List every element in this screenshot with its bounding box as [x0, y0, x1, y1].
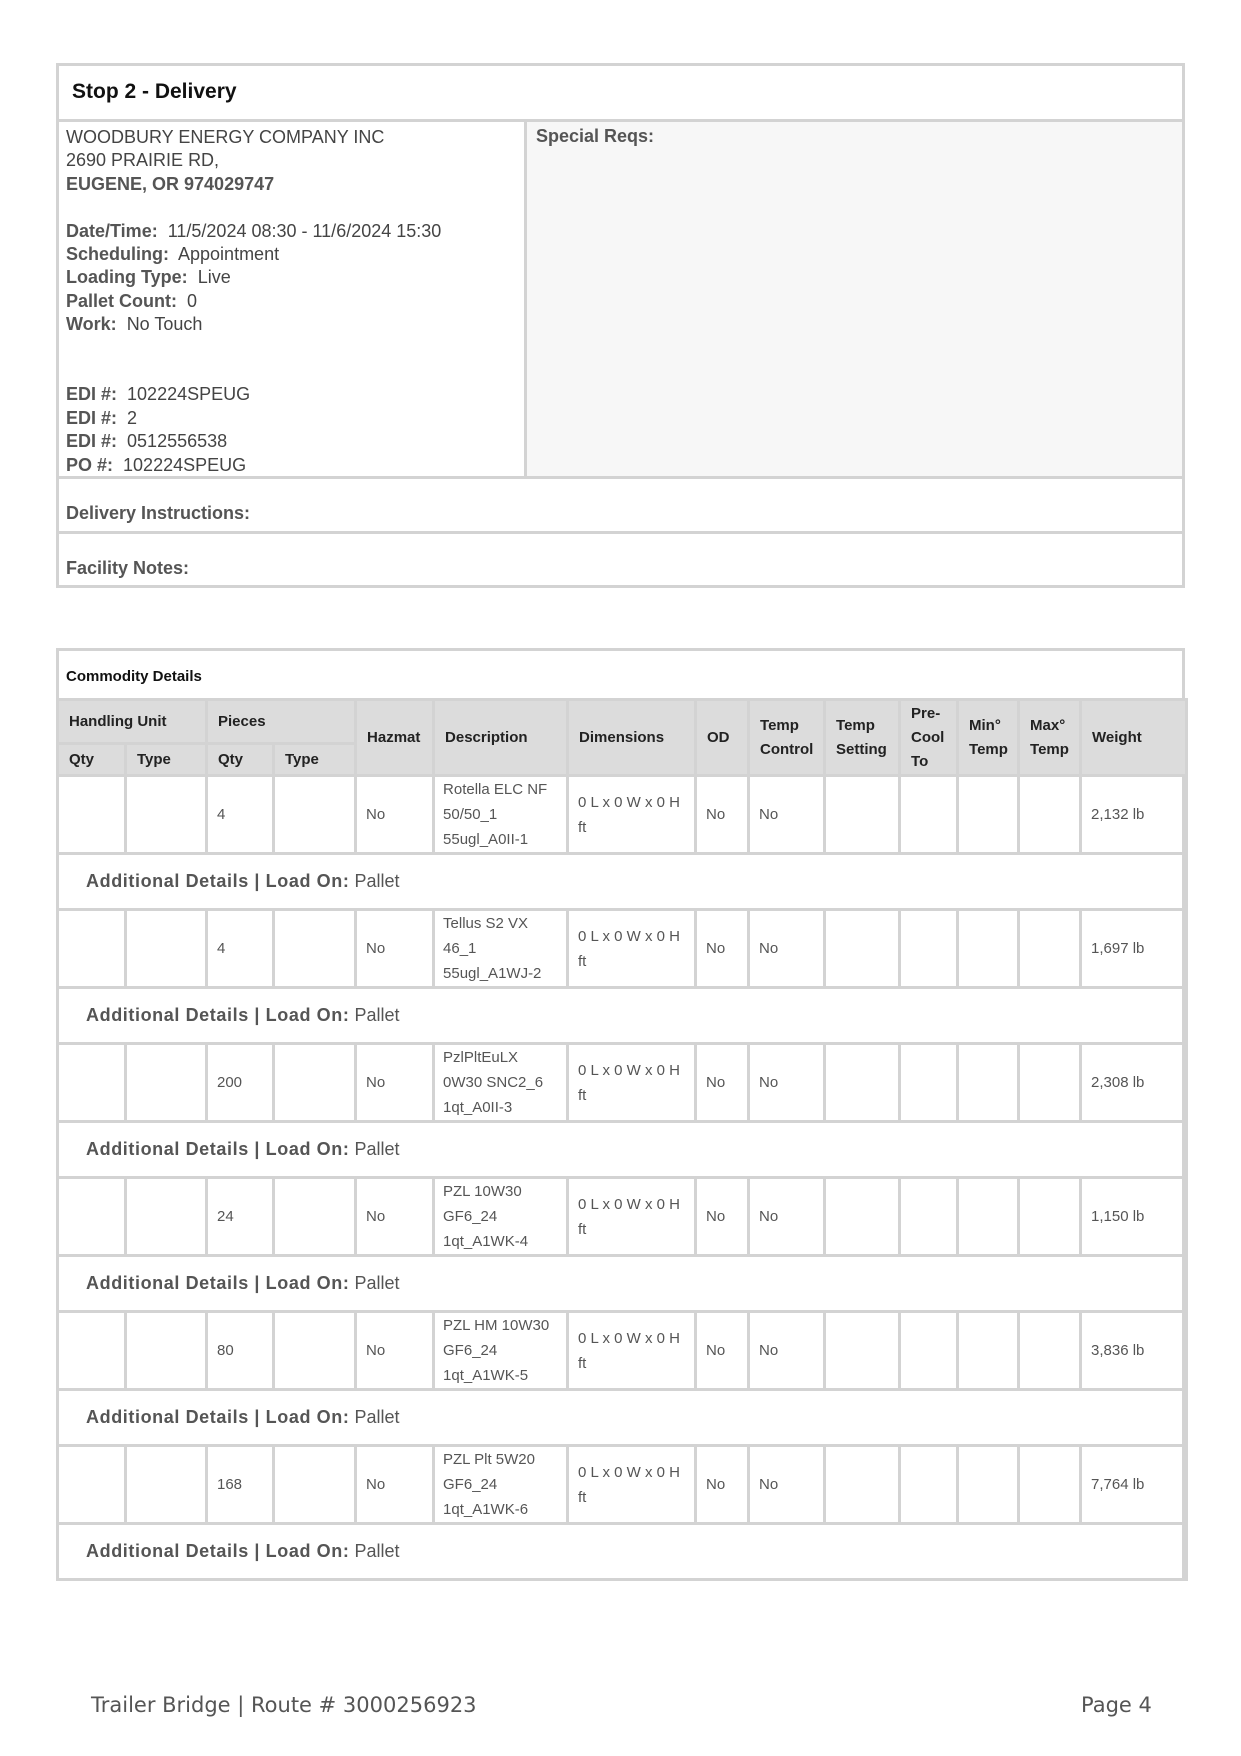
weight-cell: 2,132 lb [1081, 776, 1187, 854]
header-description: Description [434, 700, 568, 776]
hazmat-cell: No [356, 910, 434, 988]
additional-details-row [58, 1122, 1187, 1178]
pieces-qty-cell: 24 [207, 1178, 274, 1256]
temp-control-cell: No [749, 1312, 825, 1390]
edi-row: EDI #: 2 [66, 407, 138, 428]
header-pieces-qty: Qty [207, 744, 274, 776]
stop-address-panel [59, 122, 527, 476]
header-pieces: Pieces [207, 700, 356, 744]
pallet-count-row: Pallet Count: 0 [66, 290, 198, 311]
description-cell: PzlPltEuLX 0W30 SNC2_6 1qt_A0II-3 [434, 1044, 568, 1122]
od-cell: No [696, 776, 749, 854]
header-temp-control: Temp Control [749, 700, 825, 776]
temp-setting-cell [825, 1178, 900, 1256]
min-temp-cell [958, 1044, 1019, 1122]
pieces-type-cell [274, 1044, 356, 1122]
temp-setting-cell [825, 1044, 900, 1122]
temp-control-cell: No [749, 1446, 825, 1524]
additional-details-cell: Additional Details | Load On: Pallet [58, 1524, 1187, 1580]
min-temp-cell [958, 1446, 1019, 1524]
header-hazmat: Hazmat [356, 700, 434, 776]
delivery-instructions: Delivery Instructions: [59, 479, 1182, 534]
max-temp-cell [1019, 1446, 1081, 1524]
hu-qty-cell [58, 1446, 126, 1524]
max-temp-cell [1019, 776, 1081, 854]
od-cell: No [696, 910, 749, 988]
stop-section [56, 63, 1185, 588]
max-temp-cell [1019, 910, 1081, 988]
precool-cell [900, 1044, 958, 1122]
hu-qty-cell [58, 1178, 126, 1256]
description-cell: PZL HM 10W30 GF6_24 1qt_A1WK-5 [434, 1312, 568, 1390]
precool-cell [900, 776, 958, 854]
temp-setting-cell [825, 910, 900, 988]
hazmat-cell: No [356, 1312, 434, 1390]
additional-details-cell: Additional Details | Load On: Pallet [58, 1256, 1187, 1312]
additional-details-row [58, 854, 1187, 910]
table-row [58, 1312, 1187, 1390]
dimensions-cell: 0 L x 0 W x 0 H ft [568, 1044, 696, 1122]
table-row [58, 776, 1187, 854]
commodity-title: Commodity Details [66, 668, 202, 685]
pieces-qty-cell: 200 [207, 1044, 274, 1122]
additional-details-row [58, 1256, 1187, 1312]
precool-cell [900, 1178, 958, 1256]
hazmat-cell: No [356, 1178, 434, 1256]
special-reqs-panel [527, 122, 1182, 476]
od-cell: No [696, 1178, 749, 1256]
min-temp-cell [958, 1312, 1019, 1390]
header-min-temp: Min° Temp [958, 700, 1019, 776]
description-cell: PZL 10W30 GF6_24 1qt_A1WK-4 [434, 1178, 568, 1256]
address-line: 2690 PRAIRIE RD, [66, 150, 220, 171]
hu-type-cell [126, 1044, 207, 1122]
pieces-qty-cell: 168 [207, 1446, 274, 1524]
temp-setting-cell [825, 1312, 900, 1390]
precool-cell [900, 1446, 958, 1524]
hazmat-cell: No [356, 776, 434, 854]
additional-details-row [58, 1390, 1187, 1446]
po-row: PO #: 102224SPEUG [66, 454, 247, 475]
stop-details [59, 122, 1182, 479]
hu-type-cell [126, 1312, 207, 1390]
header-precool: Pre- Cool To [900, 700, 958, 776]
min-temp-cell [958, 910, 1019, 988]
table-row [58, 910, 1187, 988]
description-cell: Tellus S2 VX 46_1 55ugl_A1WJ-2 [434, 910, 568, 988]
pieces-type-cell [274, 1312, 356, 1390]
pieces-qty-cell: 80 [207, 1312, 274, 1390]
dimensions-cell: 0 L x 0 W x 0 H ft [568, 1446, 696, 1524]
hu-type-cell [126, 1446, 207, 1524]
stop-title: Stop 2 - Delivery [59, 66, 1182, 122]
temp-control-cell: No [749, 776, 825, 854]
header-weight: Weight [1081, 700, 1187, 776]
description-cell: Rotella ELC NF 50/50_1 55ugl_A0II-1 [434, 776, 568, 854]
additional-details-cell: Additional Details | Load On: Pallet [58, 1390, 1187, 1446]
edi-row: EDI #: 0512556538 [66, 431, 228, 452]
hazmat-cell: No [356, 1446, 434, 1524]
hazmat-cell: No [356, 1044, 434, 1122]
temp-setting-cell [825, 776, 900, 854]
precool-cell [900, 1312, 958, 1390]
header-hu-type: Type [126, 744, 207, 776]
weight-cell: 3,836 lb [1081, 1312, 1187, 1390]
hu-qty-cell [58, 776, 126, 854]
header-pieces-type: Type [274, 744, 356, 776]
table-row [58, 1044, 1187, 1122]
scheduling-row: Scheduling: Appointment [66, 244, 280, 265]
od-cell: No [696, 1446, 749, 1524]
temp-control-cell: No [749, 1044, 825, 1122]
od-cell: No [696, 1312, 749, 1390]
header-hu-qty: Qty [58, 744, 126, 776]
precool-cell [900, 910, 958, 988]
weight-cell: 1,150 lb [1081, 1178, 1187, 1256]
min-temp-cell [958, 776, 1019, 854]
hu-type-cell [126, 910, 207, 988]
additional-details-cell: Additional Details | Load On: Pallet [58, 1122, 1187, 1178]
footer-route: Trailer Bridge | Route # 3000256923 [91, 1693, 477, 1717]
edi-row: EDI #: 102224SPEUG [66, 384, 251, 405]
weight-cell: 1,697 lb [1081, 910, 1187, 988]
max-temp-cell [1019, 1312, 1081, 1390]
header-dimensions: Dimensions [568, 700, 696, 776]
header-od: OD [696, 700, 749, 776]
temp-setting-cell [825, 1446, 900, 1524]
special-reqs-label: Special Reqs: [536, 126, 655, 146]
commodity-section [56, 648, 1185, 1581]
pieces-qty-cell: 4 [207, 910, 274, 988]
weight-cell: 7,764 lb [1081, 1446, 1187, 1524]
max-temp-cell [1019, 1044, 1081, 1122]
temp-control-cell: No [749, 910, 825, 988]
od-cell: No [696, 1044, 749, 1122]
loading-type-row: Loading Type: Live [66, 267, 231, 288]
additional-details-row [58, 1524, 1187, 1580]
description-cell: PZL Plt 5W20 GF6_24 1qt_A1WK-6 [434, 1446, 568, 1524]
pieces-type-cell [274, 776, 356, 854]
table-row [58, 1446, 1187, 1524]
min-temp-cell [958, 1178, 1019, 1256]
additional-details-row [58, 988, 1187, 1044]
hu-qty-cell [58, 1312, 126, 1390]
hu-qty-cell [58, 910, 126, 988]
datetime-row: Date/Time: 11/5/2024 08:30 - 11/6/2024 15:30 [66, 220, 442, 241]
city-line: EUGENE, OR 974029747 [66, 173, 275, 194]
dimensions-cell: 0 L x 0 W x 0 H ft [568, 1178, 696, 1256]
temp-control-cell: No [749, 1178, 825, 1256]
header-temp-setting: Temp Setting [825, 700, 900, 776]
header-max-temp: Max° Temp [1019, 700, 1081, 776]
additional-details-cell: Additional Details | Load On: Pallet [58, 988, 1187, 1044]
header-handling-unit: Handling Unit [58, 700, 207, 744]
work-row: Work: No Touch [66, 314, 203, 335]
dimensions-cell: 0 L x 0 W x 0 H ft [568, 1312, 696, 1390]
pieces-type-cell [274, 1178, 356, 1256]
pieces-qty-cell: 4 [207, 776, 274, 854]
weight-cell: 2,308 lb [1081, 1044, 1187, 1122]
dimensions-cell: 0 L x 0 W x 0 H ft [568, 776, 696, 854]
hu-type-cell [126, 776, 207, 854]
pieces-type-cell [274, 1446, 356, 1524]
company-name: WOODBURY ENERGY COMPANY INC [66, 127, 385, 147]
hu-type-cell [126, 1178, 207, 1256]
table-row [58, 1178, 1187, 1256]
pieces-type-cell [274, 910, 356, 988]
additional-details-cell: Additional Details | Load On: Pallet [58, 854, 1187, 910]
facility-notes: Facility Notes: [66, 558, 190, 578]
hu-qty-cell [58, 1044, 126, 1122]
commodity-table [56, 698, 1188, 1581]
footer-page-number: Page 4 [1081, 1693, 1152, 1717]
dimensions-cell: 0 L x 0 W x 0 H ft [568, 910, 696, 988]
max-temp-cell [1019, 1178, 1081, 1256]
